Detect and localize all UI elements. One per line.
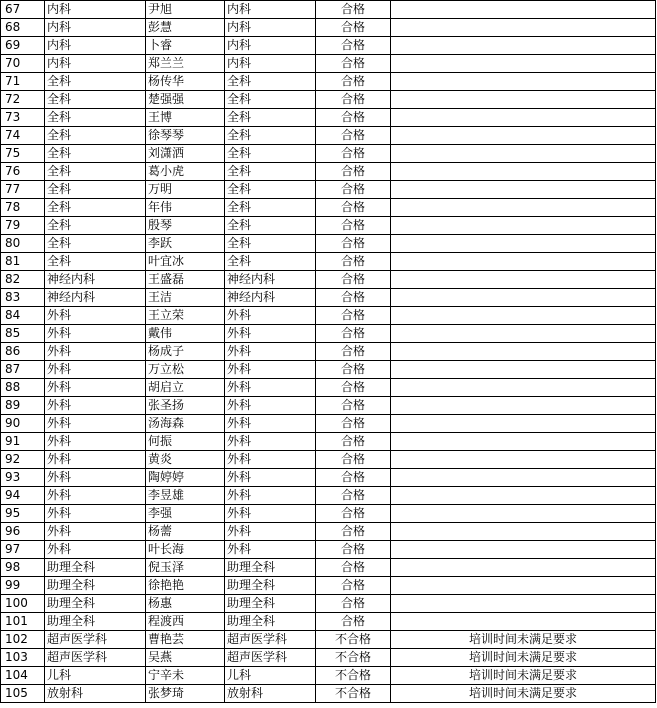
department-cell: 外科 [45,505,146,523]
person-name-cell: 王洁 [146,289,225,307]
specialty-cell: 儿科 [225,667,316,685]
result-cell: 合格 [316,127,391,145]
table-row [1,649,656,667]
person-name-cell: 王盛磊 [146,271,225,289]
person-name-cell: 李昱雄 [146,487,225,505]
result-cell: 合格 [316,91,391,109]
specialty-cell: 外科 [225,379,316,397]
result-cell: 合格 [316,595,391,613]
result-cell: 合格 [316,397,391,415]
result-cell: 不合格 [316,667,391,685]
result-cell: 合格 [316,469,391,487]
specialty-cell: 全科 [225,73,316,91]
result-cell: 不合格 [316,685,391,703]
remark-cell [391,145,656,163]
table-row [1,1,656,19]
specialty-cell: 外科 [225,415,316,433]
table-row [1,253,656,271]
remark-cell [391,433,656,451]
row-number-cell: 79 [1,217,45,235]
specialty-cell: 全科 [225,127,316,145]
remark-cell [391,613,656,631]
result-cell: 合格 [316,433,391,451]
specialty-cell: 外科 [225,505,316,523]
person-name-cell: 万立松 [146,361,225,379]
specialty-cell: 内科 [225,55,316,73]
person-name-cell: 杨传华 [146,73,225,91]
row-number-cell: 102 [1,631,45,649]
department-cell: 助理全科 [45,613,146,631]
row-number-cell: 92 [1,451,45,469]
specialty-cell: 全科 [225,145,316,163]
row-number-cell: 105 [1,685,45,703]
remark-cell [391,505,656,523]
specialty-cell: 超声医学科 [225,649,316,667]
result-cell: 合格 [316,379,391,397]
result-cell: 合格 [316,271,391,289]
department-cell: 助理全科 [45,595,146,613]
person-name-cell: 何振 [146,433,225,451]
department-cell: 助理全科 [45,577,146,595]
result-cell: 合格 [316,163,391,181]
remark-cell [391,343,656,361]
person-name-cell: 葛小虎 [146,163,225,181]
department-cell: 外科 [45,415,146,433]
result-cell: 合格 [316,253,391,271]
row-number-cell: 99 [1,577,45,595]
row-number-cell: 69 [1,37,45,55]
department-cell: 外科 [45,379,146,397]
row-number-cell: 67 [1,1,45,19]
table-row [1,469,656,487]
table-row [1,235,656,253]
result-cell: 合格 [316,487,391,505]
person-name-cell: 倪玉泽 [146,559,225,577]
person-name-cell: 徐琴琴 [146,127,225,145]
person-name-cell: 杨惠 [146,595,225,613]
table-row [1,451,656,469]
person-name-cell: 吴燕 [146,649,225,667]
remark-cell: 培训时间未满足要求 [391,631,656,649]
person-name-cell: 胡启立 [146,379,225,397]
row-number-cell: 84 [1,307,45,325]
table-row [1,415,656,433]
department-cell: 外科 [45,361,146,379]
row-number-cell: 81 [1,253,45,271]
table-row [1,631,656,649]
remark-cell [391,523,656,541]
person-name-cell: 叶宜冰 [146,253,225,271]
department-cell: 全科 [45,127,146,145]
result-cell: 合格 [316,451,391,469]
result-cell: 合格 [316,289,391,307]
specialty-cell: 全科 [225,91,316,109]
row-number-cell: 77 [1,181,45,199]
specialty-cell: 助理全科 [225,559,316,577]
person-name-cell: 王立荣 [146,307,225,325]
specialty-cell: 助理全科 [225,595,316,613]
department-cell: 全科 [45,91,146,109]
row-number-cell: 97 [1,541,45,559]
row-number-cell: 72 [1,91,45,109]
table-row [1,91,656,109]
table-row [1,487,656,505]
remark-cell [391,487,656,505]
department-cell: 内科 [45,19,146,37]
person-name-cell: 张圣扬 [146,397,225,415]
department-cell: 外科 [45,325,146,343]
remark-cell [391,55,656,73]
department-cell: 外科 [45,487,146,505]
remark-cell [391,181,656,199]
department-cell: 外科 [45,307,146,325]
department-cell: 外科 [45,541,146,559]
person-name-cell: 徐艳艳 [146,577,225,595]
remark-cell [391,307,656,325]
remark-cell [391,199,656,217]
specialty-cell: 全科 [225,253,316,271]
remark-cell [391,73,656,91]
result-cell: 合格 [316,343,391,361]
row-number-cell: 76 [1,163,45,181]
table-row [1,397,656,415]
result-cell: 合格 [316,37,391,55]
specialty-cell: 内科 [225,1,316,19]
row-number-cell: 90 [1,415,45,433]
remark-cell [391,577,656,595]
result-cell: 合格 [316,523,391,541]
department-cell: 全科 [45,73,146,91]
result-cell: 合格 [316,505,391,523]
row-number-cell: 94 [1,487,45,505]
specialty-cell: 助理全科 [225,577,316,595]
result-cell: 合格 [316,235,391,253]
result-cell: 合格 [316,73,391,91]
table-row [1,541,656,559]
row-number-cell: 74 [1,127,45,145]
department-cell: 神经内科 [45,289,146,307]
department-cell: 外科 [45,397,146,415]
table-row [1,307,656,325]
result-cell: 不合格 [316,631,391,649]
row-number-cell: 103 [1,649,45,667]
table-row [1,433,656,451]
department-cell: 全科 [45,199,146,217]
table-row [1,361,656,379]
table-row [1,163,656,181]
specialty-cell: 内科 [225,19,316,37]
remark-cell [391,397,656,415]
person-name-cell: 刘潇洒 [146,145,225,163]
table-row [1,181,656,199]
remark-cell [391,451,656,469]
remark-cell: 培训时间未满足要求 [391,649,656,667]
specialty-cell: 助理全科 [225,613,316,631]
department-cell: 全科 [45,109,146,127]
row-number-cell: 70 [1,55,45,73]
table-row [1,37,656,55]
department-cell: 外科 [45,469,146,487]
specialty-cell: 外科 [225,343,316,361]
table-body [1,1,656,703]
result-cell: 合格 [316,361,391,379]
table-row [1,577,656,595]
result-cell: 合格 [316,55,391,73]
remark-cell [391,127,656,145]
result-cell: 合格 [316,145,391,163]
department-cell: 超声医学科 [45,631,146,649]
result-cell: 合格 [316,199,391,217]
table-row [1,145,656,163]
table-row [1,523,656,541]
row-number-cell: 75 [1,145,45,163]
specialty-cell: 超声医学科 [225,631,316,649]
row-number-cell: 100 [1,595,45,613]
specialty-cell: 外科 [225,469,316,487]
table-row [1,559,656,577]
department-cell: 放射科 [45,685,146,703]
remark-cell [391,415,656,433]
row-number-cell: 80 [1,235,45,253]
remark-cell [391,109,656,127]
department-cell: 全科 [45,145,146,163]
remark-cell [391,469,656,487]
person-name-cell: 黄炎 [146,451,225,469]
row-number-cell: 82 [1,271,45,289]
row-number-cell: 101 [1,613,45,631]
person-name-cell: 殷琴 [146,217,225,235]
row-number-cell: 89 [1,397,45,415]
specialty-cell: 全科 [225,163,316,181]
person-name-cell: 杨薷 [146,523,225,541]
table-row [1,271,656,289]
remark-cell [391,19,656,37]
result-cell: 合格 [316,1,391,19]
person-name-cell: 李强 [146,505,225,523]
remark-cell [391,379,656,397]
row-number-cell: 71 [1,73,45,91]
row-number-cell: 95 [1,505,45,523]
remark-cell [391,271,656,289]
department-cell: 外科 [45,451,146,469]
result-cell: 合格 [316,217,391,235]
table-row [1,289,656,307]
row-number-cell: 96 [1,523,45,541]
specialty-cell: 全科 [225,109,316,127]
specialty-cell: 外科 [225,487,316,505]
person-name-cell: 楚强强 [146,91,225,109]
person-name-cell: 杨成子 [146,343,225,361]
remark-cell [391,361,656,379]
table-row [1,667,656,685]
specialty-cell: 全科 [225,217,316,235]
result-cell: 合格 [316,181,391,199]
table-row [1,505,656,523]
remark-cell: 培训时间未满足要求 [391,667,656,685]
department-cell: 全科 [45,235,146,253]
remark-cell [391,1,656,19]
person-name-cell: 张梦琦 [146,685,225,703]
department-cell: 神经内科 [45,271,146,289]
specialty-cell: 全科 [225,181,316,199]
remark-cell [391,217,656,235]
department-cell: 外科 [45,523,146,541]
row-number-cell: 104 [1,667,45,685]
remark-cell [391,559,656,577]
table-row [1,199,656,217]
result-cell: 合格 [316,415,391,433]
specialty-cell: 外科 [225,325,316,343]
specialty-cell: 神经内科 [225,271,316,289]
remark-cell [391,91,656,109]
row-number-cell: 93 [1,469,45,487]
result-cell: 合格 [316,577,391,595]
result-cell: 合格 [316,109,391,127]
person-name-cell: 年伟 [146,199,225,217]
table-row [1,325,656,343]
person-name-cell: 叶长海 [146,541,225,559]
result-cell: 不合格 [316,649,391,667]
person-name-cell: 王博 [146,109,225,127]
department-cell: 外科 [45,433,146,451]
row-number-cell: 83 [1,289,45,307]
table-row [1,55,656,73]
remark-cell [391,595,656,613]
department-cell: 全科 [45,253,146,271]
table-row [1,613,656,631]
person-name-cell: 戴伟 [146,325,225,343]
person-name-cell: 尹旭 [146,1,225,19]
specialty-cell: 外科 [225,361,316,379]
remark-cell [391,289,656,307]
person-name-cell: 卜睿 [146,37,225,55]
remark-cell [391,253,656,271]
table-row [1,217,656,235]
specialty-cell: 外科 [225,307,316,325]
table-row [1,343,656,361]
person-name-cell: 郑兰兰 [146,55,225,73]
department-cell: 助理全科 [45,559,146,577]
person-name-cell: 李跃 [146,235,225,253]
department-cell: 内科 [45,37,146,55]
specialty-cell: 神经内科 [225,289,316,307]
row-number-cell: 73 [1,109,45,127]
result-cell: 合格 [316,325,391,343]
row-number-cell: 88 [1,379,45,397]
department-cell: 全科 [45,163,146,181]
table-row [1,109,656,127]
remark-cell [391,325,656,343]
specialty-cell: 外科 [225,523,316,541]
department-cell: 儿科 [45,667,146,685]
row-number-cell: 68 [1,19,45,37]
remark-cell [391,235,656,253]
result-cell: 合格 [316,559,391,577]
table-row [1,73,656,91]
specialty-cell: 外科 [225,433,316,451]
person-name-cell: 宁辛未 [146,667,225,685]
remark-cell: 培训时间未满足要求 [391,685,656,703]
table-row [1,685,656,703]
row-number-cell: 98 [1,559,45,577]
person-name-cell: 汤海森 [146,415,225,433]
department-cell: 内科 [45,1,146,19]
table-row [1,19,656,37]
row-number-cell: 85 [1,325,45,343]
specialty-cell: 外科 [225,397,316,415]
remark-cell [391,541,656,559]
table-row [1,127,656,145]
result-cell: 合格 [316,613,391,631]
person-name-cell: 程渡西 [146,613,225,631]
person-name-cell: 万明 [146,181,225,199]
result-cell: 合格 [316,19,391,37]
remark-cell [391,163,656,181]
person-name-cell: 陶婷婷 [146,469,225,487]
department-cell: 外科 [45,343,146,361]
department-cell: 内科 [45,55,146,73]
specialty-cell: 外科 [225,541,316,559]
row-number-cell: 78 [1,199,45,217]
result-cell: 合格 [316,541,391,559]
specialty-cell: 内科 [225,37,316,55]
table-row [1,379,656,397]
department-cell: 超声医学科 [45,649,146,667]
specialty-cell: 放射科 [225,685,316,703]
department-cell: 全科 [45,181,146,199]
specialty-cell: 全科 [225,235,316,253]
person-name-cell: 彭慧 [146,19,225,37]
row-number-cell: 86 [1,343,45,361]
specialty-cell: 外科 [225,451,316,469]
specialty-cell: 全科 [225,199,316,217]
row-number-cell: 91 [1,433,45,451]
department-cell: 全科 [45,217,146,235]
remark-cell [391,37,656,55]
row-number-cell: 87 [1,361,45,379]
table-row [1,595,656,613]
person-name-cell: 曹艳芸 [146,631,225,649]
result-cell: 合格 [316,307,391,325]
